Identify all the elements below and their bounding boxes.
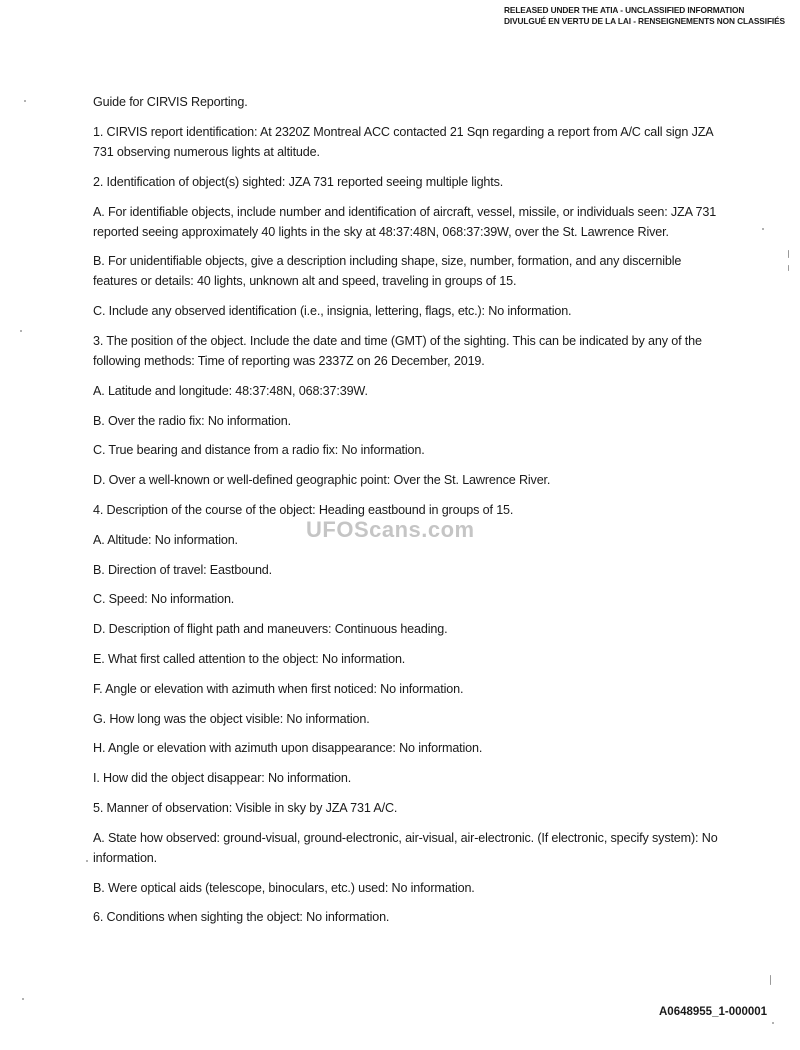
item-4g-duration-visible: G. How long was the object visible: No information.: [93, 711, 370, 726]
scan-speck: [770, 975, 771, 985]
item-5b-optical-aids: B. Were optical aids (telescope, binoculars, etc.) used: No information.: [93, 880, 475, 895]
scan-speck: [788, 250, 789, 258]
item-4-course-description: 4. Description of the course of the object: Heading eastbound in groups of 15.: [93, 502, 514, 517]
scan-speck: [22, 998, 24, 1000]
release-stamp: [504, 5, 785, 27]
scan-speck: [788, 265, 789, 271]
item-3a-latitude-longitude: A. Latitude and longitude: 48:37:48N, 068:37:39W.: [93, 383, 368, 398]
item-3d-geographic-point: D. Over a well-known or well-defined geographic point: Over the St. Lawrence River.: [93, 473, 551, 488]
item-3b-radio-fix: B. Over the radio fix: No information.: [93, 413, 291, 428]
item-2b-unidentifiable-objects: B. For unidentifiable objects, give a description including shape, size, number, formation, and any discernible features or details: 40 lights, unknown alt and speed, traveling in groups of 15.: [93, 254, 682, 289]
item-3-object-position: 3. The position of the object. Include the date and time (GMT) of the sighting. This can be indicated by any of the following methods: Time of reporting was 2337Z on 26 December, 2019.: [93, 333, 702, 368]
document-body: [93, 92, 723, 937]
scan-speck: [762, 228, 764, 230]
release-line-french: DIVULGUÉ EN VERTU DE LA LAI - RENSEIGNEMENTS NON CLASSIFIÉS: [504, 16, 785, 26]
release-line-english: RELEASED UNDER THE ATIA - UNCLASSIFIED INFORMATION: [504, 5, 745, 15]
item-4c-speed: C. Speed: No information.: [93, 592, 235, 607]
item-4b-direction: B. Direction of travel: Eastbound.: [93, 562, 273, 577]
item-3c-bearing-distance: C. True bearing and distance from a radio fix: No information.: [93, 443, 425, 458]
item-2a-identifiable-objects: A. For identifiable objects, include number and identification of aircraft, vessel, missile, or individuals seen: JZA 731 reported seeing approximately 40 lights in the sky at 48:37:48N, 068:37:39W, over the St. Lawrence River.: [93, 204, 717, 239]
scan-speck: [772, 1022, 774, 1024]
document-title: Guide for CIRVIS Reporting.: [93, 95, 248, 109]
item-5a-how-observed: A. State how observed: ground-visual, ground-electronic, air-visual, air-electronic. (If electronic, specify system): No information.: [93, 830, 718, 865]
item-4a-altitude: A. Altitude: No information.: [93, 532, 238, 547]
item-1-report-identification: 1. CIRVIS report identification: At 2320Z Montreal ACC contacted 21 Sqn regarding a report from A/C call sign JZA 731 observing numerous lights at altitude.: [93, 125, 713, 159]
scan-speck: [24, 100, 26, 102]
scan-speck: [86, 860, 88, 862]
item-4i-how-disappeared: I. How did the object disappear: No information.: [93, 771, 352, 786]
item-4d-flight-path: D. Description of flight path and maneuvers: Continuous heading.: [93, 622, 448, 637]
document-id: A0648955_1-000001: [659, 1006, 768, 1018]
watermark: UFOScans.com: [306, 517, 475, 542]
item-4f-angle-first-noticed: F. Angle or elevation with azimuth when first noticed: No information.: [93, 681, 464, 696]
scan-speck: [20, 330, 22, 332]
item-6-sighting-conditions: 6. Conditions when sighting the object: No information.: [93, 910, 390, 925]
item-5-manner-of-observation: 5. Manner of observation: Visible in sky by JZA 731 A/C.: [93, 800, 398, 815]
item-2-object-identification: 2. Identification of object(s) sighted: JZA 731 reported seeing multiple lights.: [93, 174, 504, 189]
item-4h-angle-disappearance: H. Angle or elevation with azimuth upon disappearance: No information.: [93, 741, 483, 756]
item-2c-observed-identification: C. Include any observed identification (i.e., insignia, lettering, flags, etc.): No information.: [93, 304, 572, 319]
item-4e-first-attention: E. What first called attention to the object: No information.: [93, 651, 406, 666]
